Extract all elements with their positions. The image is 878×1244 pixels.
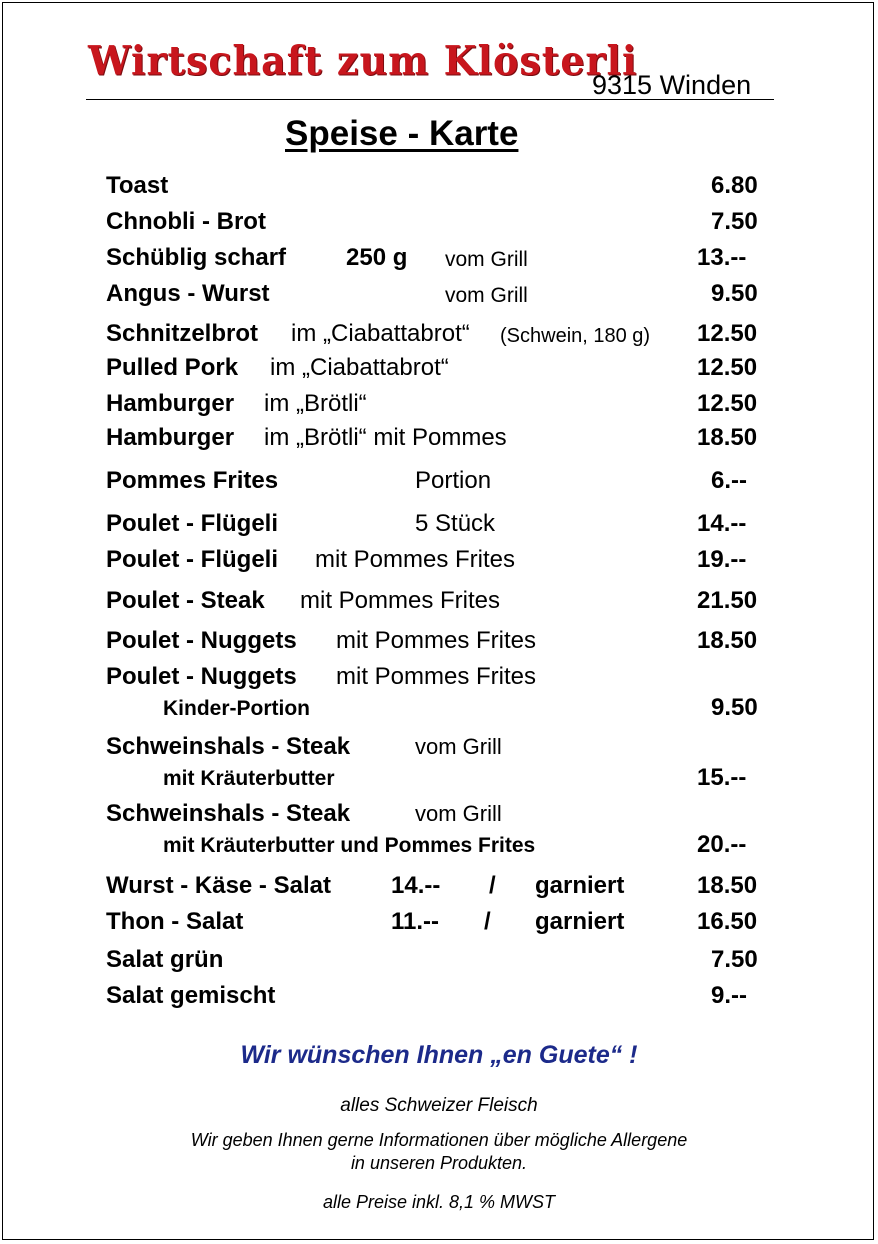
item-name: Angus - Wurst <box>106 280 270 307</box>
item-name: Poulet - Nuggets <box>106 663 297 690</box>
item-price: 6.-- <box>711 467 747 494</box>
restaurant-name-logo: Wirtschaft zum Klösterli <box>88 36 638 85</box>
item-price: 18.50 <box>697 424 758 451</box>
item-name: Poulet - Flügeli <box>106 510 278 537</box>
item-price: 12.50 <box>697 320 758 347</box>
item-name: Schnitzelbrot <box>106 320 259 347</box>
item-name: Schweinshals - Steak <box>106 800 351 827</box>
item-separator: / <box>484 908 491 935</box>
item-name: Schweinshals - Steak <box>106 733 351 760</box>
item-price: 9.50 <box>711 280 758 307</box>
item-name: Hamburger <box>106 390 235 417</box>
item-desc: im „Ciabattabrot“ <box>291 320 470 347</box>
item-option: garniert <box>535 908 625 935</box>
item-price: 18.50 <box>697 627 758 654</box>
item-sub: mit Kräuterbutter <box>163 767 335 790</box>
item-sub: mit Kräuterbutter und Pommes Frites <box>163 834 536 857</box>
item-name: Pommes Frites <box>106 467 279 494</box>
item-price: 15.-- <box>697 764 747 791</box>
item-price: 20.-- <box>697 831 747 858</box>
item-name: Chnobli - Brot <box>106 208 266 235</box>
item-note: vom Grill <box>415 801 502 826</box>
item-option: garniert <box>535 872 625 899</box>
item-price: 18.50 <box>697 872 758 899</box>
item-name: Thon - Salat <box>106 908 244 935</box>
item-name: Salat gemischt <box>106 982 276 1009</box>
item-weight: 250 g <box>346 244 408 271</box>
item-price: 7.50 <box>711 946 758 973</box>
item-price: 19.-- <box>697 546 747 573</box>
item-name: Schüblig scharf <box>106 244 287 271</box>
item-desc: mit Pommes Frites <box>336 663 537 690</box>
item-name: Wurst - Käse - Salat <box>106 872 331 899</box>
item-note: vom Grill <box>415 734 502 759</box>
item-desc: mit Pommes Frites <box>300 587 501 614</box>
item-price: 9.50 <box>711 694 758 721</box>
item-desc: mit Pommes Frites <box>315 546 516 573</box>
item-price: 12.50 <box>697 390 758 417</box>
item-price: 12.50 <box>697 354 758 381</box>
item-desc: im „Ciabattabrot“ <box>270 354 449 381</box>
item-name: Poulet - Flügeli <box>106 546 278 573</box>
item-desc: im „Brötli“ mit Pommes <box>264 424 507 451</box>
item-separator: / <box>489 872 496 899</box>
item-note: 5 Stück <box>415 510 496 537</box>
allergen-note-line2: in unseren Produkten. <box>350 1153 528 1173</box>
meat-origin-note: alles Schweizer Fleisch <box>340 1095 538 1116</box>
allergen-note-line1: Wir geben Ihnen gerne Informationen über mögliche Allergene <box>190 1130 688 1150</box>
item-price: 7.50 <box>711 208 758 235</box>
header-divider <box>86 99 774 100</box>
item-name: Toast <box>106 172 169 199</box>
item-price: 9.-- <box>711 982 747 1009</box>
item-desc: mit Pommes Frites <box>336 627 537 654</box>
greeting: Wir wünschen Ihnen „en Guete“ ! <box>240 1041 638 1069</box>
item-small-price: 11.-- <box>391 908 440 935</box>
item-note: vom Grill <box>445 284 528 307</box>
item-small-price: 14.-- <box>391 872 441 899</box>
item-name: Salat grün <box>106 946 224 973</box>
town: 9315 Winden <box>592 70 752 100</box>
item-price: 21.50 <box>697 587 758 614</box>
item-name: Poulet - Nuggets <box>106 627 297 654</box>
item-note: (Schwein, 180 g) <box>500 325 651 347</box>
item-note: vom Grill <box>445 248 528 271</box>
item-price: 13.-- <box>697 244 747 271</box>
item-name: Pulled Pork <box>106 354 239 381</box>
item-price: 14.-- <box>697 510 747 537</box>
item-sub: Kinder-Portion <box>163 697 310 720</box>
item-note: Portion <box>415 467 492 494</box>
item-name: Poulet - Steak <box>106 587 265 614</box>
item-desc: im „Brötli“ <box>264 390 367 417</box>
item-name: Hamburger <box>106 424 235 451</box>
item-price: 6.80 <box>711 172 758 199</box>
item-price: 16.50 <box>697 908 758 935</box>
menu-title: Speise - Karte <box>285 114 519 153</box>
vat-note: alle Preise inkl. 8,1 % MWST <box>322 1192 556 1212</box>
